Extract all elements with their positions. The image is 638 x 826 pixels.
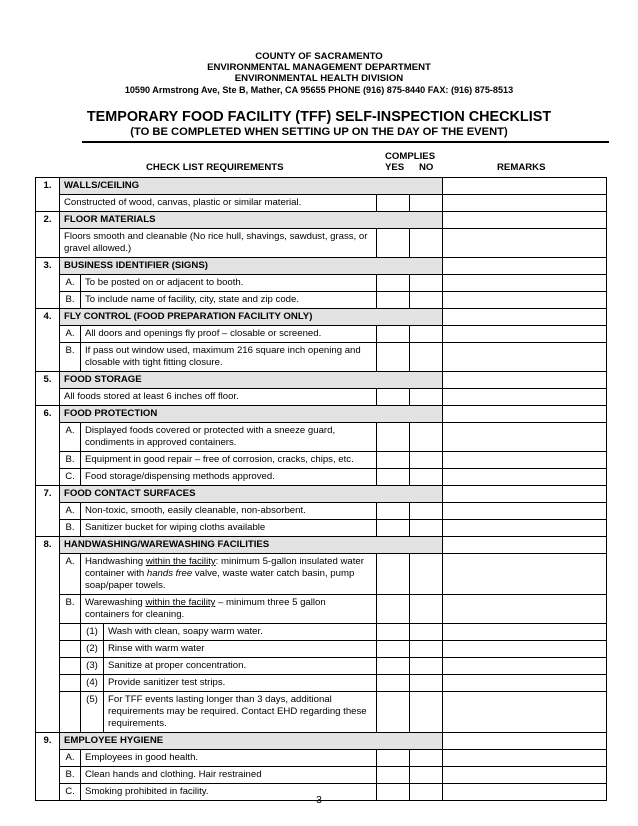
no-checkbox-cell[interactable] — [410, 767, 443, 784]
header-county: COUNTY OF SACRAMENTO — [255, 51, 383, 62]
remarks-cell[interactable] — [443, 452, 607, 469]
no-checkbox-cell[interactable] — [410, 326, 443, 343]
remarks-cell[interactable] — [443, 423, 607, 452]
remarks-cell[interactable] — [443, 195, 607, 212]
section-header-row — [36, 258, 607, 275]
item-subnumber: (1) — [81, 624, 104, 641]
item-text: Smoking prohibited in facility. — [81, 784, 377, 801]
item-letter: A. — [60, 423, 81, 452]
checklist-item-row — [36, 503, 607, 520]
yes-checkbox-cell[interactable] — [377, 624, 410, 641]
section-number: 9. — [36, 733, 60, 801]
item-letter — [60, 658, 81, 675]
yes-checkbox-cell[interactable] — [377, 326, 410, 343]
section-title: WALLS/CEILING — [60, 178, 443, 195]
yes-checkbox-cell[interactable] — [377, 343, 410, 372]
section-title: FOOD CONTACT SURFACES — [60, 486, 443, 503]
item-letter: A. — [60, 554, 81, 595]
checklist-item-row — [36, 692, 607, 733]
no-checkbox-cell[interactable] — [410, 275, 443, 292]
section-number: 1. — [36, 178, 60, 212]
remarks-cell[interactable] — [443, 520, 607, 537]
section-title: HANDWASHING/WAREWASHING FACILITIES — [60, 537, 443, 554]
header-department: ENVIRONMENTAL MANAGEMENT DEPARTMENT — [207, 62, 431, 73]
checklist-item-row — [36, 423, 607, 452]
section-header-row — [36, 212, 607, 229]
checklist-item-row — [36, 554, 607, 595]
checklist-item-row — [36, 343, 607, 372]
item-letter: A. — [60, 275, 81, 292]
item-text: Employees in good health. — [81, 750, 377, 767]
checklist-item-row — [36, 229, 607, 258]
page-number: 3 — [316, 795, 322, 806]
item-letter: C. — [60, 469, 81, 486]
item-letter — [60, 692, 81, 733]
yes-checkbox-cell[interactable] — [377, 554, 410, 595]
checklist-item-row — [36, 275, 607, 292]
item-letter: B. — [60, 452, 81, 469]
item-text: Wash with clean, soapy warm water. — [104, 624, 377, 641]
remarks-cell[interactable] — [443, 692, 607, 733]
remarks-cell[interactable] — [443, 675, 607, 692]
yes-checkbox-cell[interactable] — [377, 520, 410, 537]
item-text: Rinse with warm water — [104, 641, 377, 658]
page-title: TEMPORARY FOOD FACILITY (TFF) SELF-INSPECTION CHECKLIST — [86, 109, 552, 125]
section-remarks-cell — [443, 258, 607, 275]
yes-checkbox-cell[interactable] — [377, 658, 410, 675]
section-header-row — [36, 178, 607, 195]
remarks-cell[interactable] — [443, 326, 607, 343]
item-text: Floors smooth and cleanable (No rice hull, shavings, sawdust, grass, or gravel allowed.) — [60, 229, 377, 258]
no-checkbox-cell[interactable] — [410, 229, 443, 258]
section-title: FOOD PROTECTION — [60, 406, 443, 423]
item-text: To include name of facility, city, state and zip code. — [81, 292, 377, 309]
checklist-item-row — [36, 520, 607, 537]
checklist-item-row — [36, 326, 607, 343]
yes-checkbox-cell[interactable] — [377, 750, 410, 767]
item-text: All foods stored at least 6 inches off floor. — [60, 389, 377, 406]
item-letter — [60, 624, 81, 641]
item-subnumber: (3) — [81, 658, 104, 675]
remarks-cell[interactable] — [443, 469, 607, 486]
yes-checkbox-cell[interactable] — [377, 195, 410, 212]
section-header-row — [36, 733, 607, 750]
section-title: FLY CONTROL (FOOD PREPARATION FACILITY ONLY) — [60, 309, 443, 326]
checklist-item-row — [36, 658, 607, 675]
section-remarks-cell — [443, 309, 607, 326]
item-text: To be posted on or adjacent to booth. — [81, 275, 377, 292]
section-remarks-cell — [443, 733, 607, 750]
yes-checkbox-cell[interactable] — [377, 275, 410, 292]
title-divider — [82, 141, 609, 143]
section-title: EMPLOYEE HYGIENE — [60, 733, 443, 750]
yes-checkbox-cell[interactable] — [377, 469, 410, 486]
section-remarks-cell — [443, 537, 607, 554]
no-checkbox-cell[interactable] — [410, 389, 443, 406]
remarks-cell[interactable] — [443, 641, 607, 658]
section-number: 8. — [36, 537, 60, 733]
checklist-item-row — [36, 675, 607, 692]
no-checkbox-cell[interactable] — [410, 641, 443, 658]
checklist-item-row — [36, 641, 607, 658]
item-text: For TFF events lasting longer than 3 days, additional requirements may be required. Contact EHD regarding these requirements. — [104, 692, 377, 733]
no-checkbox-cell[interactable] — [410, 343, 443, 372]
remarks-cell[interactable] — [443, 767, 607, 784]
checklist-item-row — [36, 624, 607, 641]
checklist-item-row — [36, 595, 607, 624]
item-subnumber: (4) — [81, 675, 104, 692]
checklist-table — [35, 177, 607, 801]
no-checkbox-cell[interactable] — [410, 554, 443, 595]
no-checkbox-cell[interactable] — [410, 624, 443, 641]
remarks-cell[interactable] — [443, 275, 607, 292]
remarks-cell[interactable] — [443, 554, 607, 595]
no-checkbox-cell[interactable] — [410, 423, 443, 452]
column-header-no: NO — [419, 162, 434, 173]
item-text: Displayed foods covered or protected with a sneeze guard, condiments in approved containers. — [81, 423, 377, 452]
yes-checkbox-cell[interactable] — [377, 692, 410, 733]
checklist-item-row — [36, 750, 607, 767]
yes-checkbox-cell[interactable] — [377, 423, 410, 452]
section-title: FOOD STORAGE — [60, 372, 443, 389]
section-header-row — [36, 406, 607, 423]
remarks-cell[interactable] — [443, 229, 607, 258]
item-text: Non-toxic, smooth, easily cleanable, non-absorbent. — [81, 503, 377, 520]
header-address: 10590 Armstrong Ave, Ste B, Mather, CA 95655 PHONE (916) 875-8440 FAX: (916) 875-8513 — [124, 85, 514, 95]
item-text: Clean hands and clothing. Hair restrained — [81, 767, 377, 784]
item-subnumber: (5) — [81, 692, 104, 733]
column-header-requirements: CHECK LIST REQUIREMENTS — [146, 162, 284, 173]
section-remarks-cell — [443, 486, 607, 503]
section-title: BUSINESS IDENTIFIER (SIGNS) — [60, 258, 443, 275]
section-remarks-cell — [443, 178, 607, 195]
column-header-remarks: REMARKS — [497, 162, 546, 173]
item-text: Provide sanitizer test strips. — [104, 675, 377, 692]
remarks-cell[interactable] — [443, 595, 607, 624]
column-header-complies: COMPLIES — [385, 151, 436, 162]
item-letter: B. — [60, 520, 81, 537]
no-checkbox-cell[interactable] — [410, 469, 443, 486]
yes-checkbox-cell[interactable] — [377, 595, 410, 624]
checklist-item-row — [36, 195, 607, 212]
item-subnumber: (2) — [81, 641, 104, 658]
page-subtitle: (TO BE COMPLETED WHEN SETTING UP ON THE DAY OF THE EVENT) — [130, 126, 508, 138]
column-header-yes: YES — [385, 162, 405, 173]
item-text: Equipment in good repair – free of corrosion, cracks, chips, etc. — [81, 452, 377, 469]
remarks-cell[interactable] — [443, 343, 607, 372]
checklist-item-row — [36, 389, 607, 406]
section-number: 3. — [36, 258, 60, 309]
section-number: 7. — [36, 486, 60, 537]
no-checkbox-cell[interactable] — [410, 658, 443, 675]
section-remarks-cell — [443, 406, 607, 423]
item-text: Handwashing within the facility: minimum 5-gallon insulated water container with hands free valve, waste water catch basin, pump soap/paper towels. — [81, 554, 377, 595]
no-checkbox-cell[interactable] — [410, 692, 443, 733]
yes-checkbox-cell[interactable] — [377, 641, 410, 658]
checklist-item-row — [36, 292, 607, 309]
remarks-cell[interactable] — [443, 389, 607, 406]
checklist-item-row — [36, 469, 607, 486]
yes-checkbox-cell[interactable] — [377, 389, 410, 406]
item-text: Warewashing within the facility – minimum three 5 gallon containers for cleaning. — [81, 595, 377, 624]
item-letter: C. — [60, 784, 81, 801]
yes-checkbox-cell[interactable] — [377, 292, 410, 309]
item-text: Sanitize at proper concentration. — [104, 658, 377, 675]
checklist-item-row — [36, 767, 607, 784]
item-text: All doors and openings fly proof – closable or screened. — [81, 326, 377, 343]
yes-checkbox-cell[interactable] — [377, 452, 410, 469]
item-letter: B. — [60, 767, 81, 784]
yes-checkbox-cell[interactable] — [377, 229, 410, 258]
header-division: ENVIRONMENTAL HEALTH DIVISION — [234, 73, 404, 84]
remarks-cell[interactable] — [443, 503, 607, 520]
checklist-item-row — [36, 452, 607, 469]
item-letter: A. — [60, 503, 81, 520]
section-number: 4. — [36, 309, 60, 372]
section-header-row — [36, 309, 607, 326]
no-checkbox-cell[interactable] — [410, 452, 443, 469]
yes-checkbox-cell[interactable] — [377, 767, 410, 784]
remarks-cell[interactable] — [443, 750, 607, 767]
section-number: 2. — [36, 212, 60, 258]
section-header-row — [36, 537, 607, 554]
item-text: Sanitizer bucket for wiping cloths available — [81, 520, 377, 537]
section-remarks-cell — [443, 212, 607, 229]
section-number: 6. — [36, 406, 60, 486]
section-number: 5. — [36, 372, 60, 406]
no-checkbox-cell[interactable] — [410, 595, 443, 624]
no-checkbox-cell[interactable] — [410, 292, 443, 309]
item-text: Food storage/dispensing methods approved. — [81, 469, 377, 486]
section-header-row — [36, 372, 607, 389]
item-text: Constructed of wood, canvas, plastic or similar material. — [60, 195, 377, 212]
item-letter: A. — [60, 326, 81, 343]
item-letter: B. — [60, 343, 81, 372]
remarks-cell[interactable] — [443, 624, 607, 641]
item-letter — [60, 641, 81, 658]
no-checkbox-cell[interactable] — [410, 520, 443, 537]
no-checkbox-cell[interactable] — [410, 195, 443, 212]
remarks-cell[interactable] — [443, 292, 607, 309]
no-checkbox-cell[interactable] — [410, 750, 443, 767]
section-header-row — [36, 486, 607, 503]
item-letter: A. — [60, 750, 81, 767]
section-remarks-cell — [443, 372, 607, 389]
no-checkbox-cell[interactable] — [410, 675, 443, 692]
item-letter: B. — [60, 595, 81, 624]
no-checkbox-cell[interactable] — [410, 503, 443, 520]
item-letter — [60, 675, 81, 692]
remarks-cell[interactable] — [443, 658, 607, 675]
yes-checkbox-cell[interactable] — [377, 675, 410, 692]
section-title: FLOOR MATERIALS — [60, 212, 443, 229]
item-text: If pass out window used, maximum 216 square inch opening and closable with tight fitting closure. — [81, 343, 377, 372]
yes-checkbox-cell[interactable] — [377, 503, 410, 520]
item-letter: B. — [60, 292, 81, 309]
